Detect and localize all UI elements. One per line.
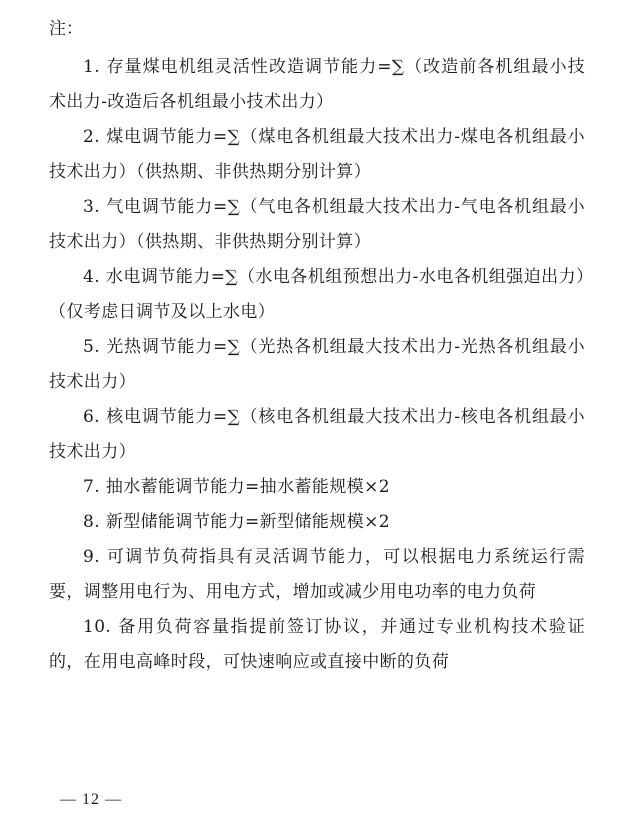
note-item-7: 7. 抽水蓄能调节能力=抽水蓄能规模×2 [83, 477, 390, 497]
notes-heading: 注： [49, 19, 83, 39]
page-number: — 12 — [60, 791, 122, 808]
note-item-10: 10. 备用负荷容量指提前签订协议，并通过专业机构技术验证的，在用电高峰时段，可快速响应或直接中断的负荷 [49, 617, 585, 672]
note-item-2: 2. 煤电调节能力=∑（煤电各机组最大技术出力-煤电各机组最小技术出力）（供热期、非供热期分别计算） [49, 127, 585, 182]
note-item-4: 4. 水电调节能力=∑（水电各机组预想出力-水电各机组强迫出力）（仅考虑日调节及以上水电） [49, 267, 585, 322]
note-item-1: 1. 存量煤电机组灵活性改造调节能力=∑（改造前各机组最小技术出力-改造后各机组最小技术出力） [49, 57, 585, 112]
note-item-9: 9. 可调节负荷指具有灵活调节能力，可以根据电力系统运行需要，调整用电行为、用电方式，增加或减少用电功率的电力负荷 [49, 547, 585, 602]
note-item-3: 3. 气电调节能力=∑（气电各机组最大技术出力-气电各机组最小技术出力）（供热期、非供热期分别计算） [49, 197, 585, 252]
note-item-5: 5. 光热调节能力=∑（光热各机组最大技术出力-光热各机组最小技术出力） [49, 337, 585, 392]
note-item-8: 8. 新型储能调节能力=新型储能规模×2 [83, 512, 390, 532]
note-item-6: 6. 核电调节能力=∑（核电各机组最大技术出力-核电各机组最小技术出力） [49, 407, 585, 462]
notes-list [49, 50, 585, 680]
